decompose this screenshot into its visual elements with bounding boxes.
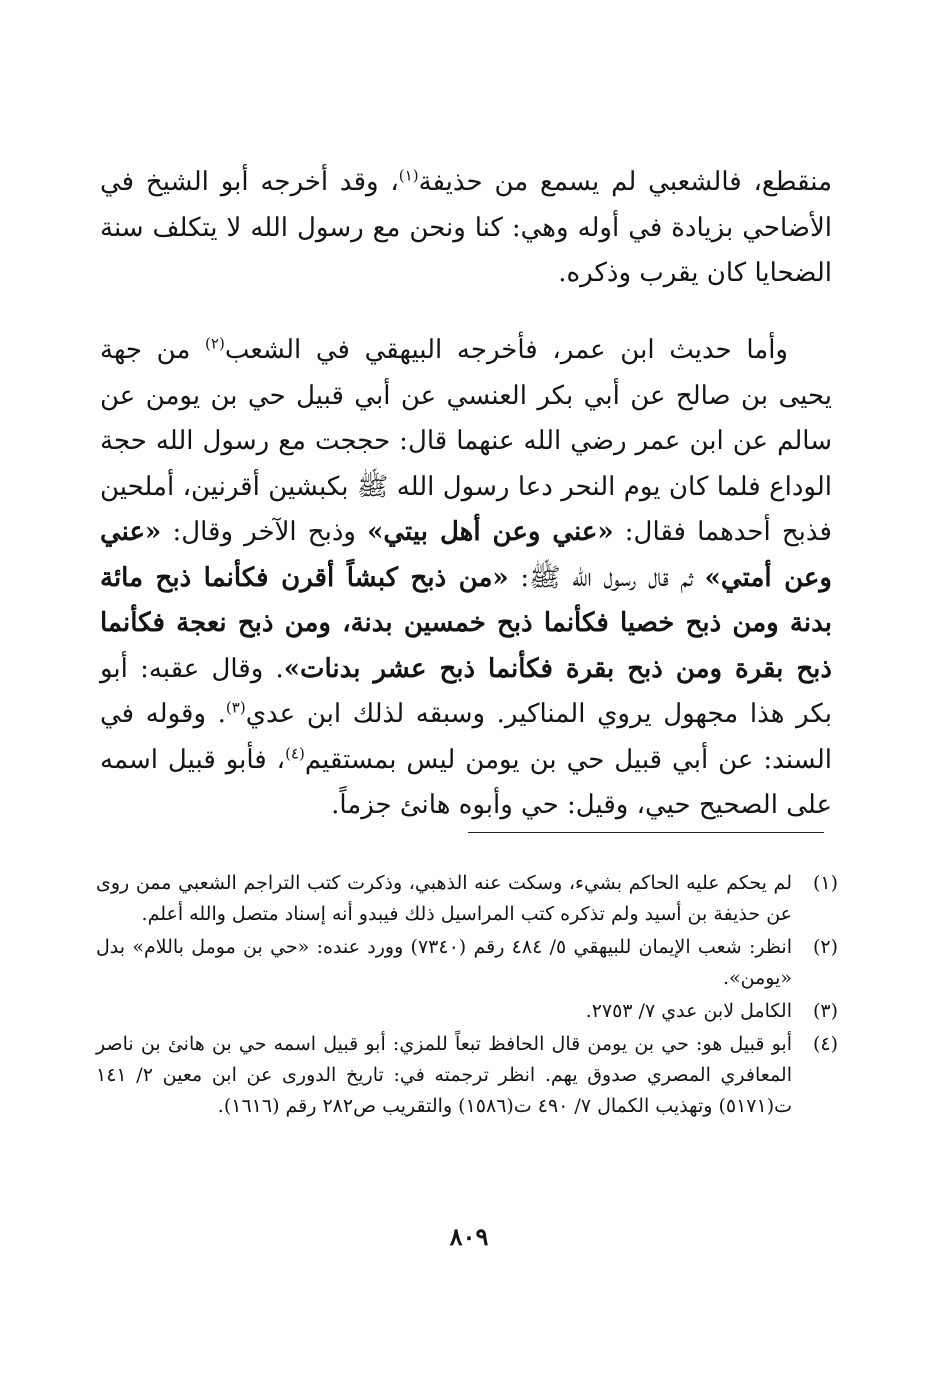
footnote-text: انظر: شعب الإيمان للبيهقي ٥/ ٤٨٤ رقم (٧٣٤٠) وورد عنده: «حي بن مومل باللام» بدل «يومن». bbox=[96, 936, 792, 989]
paragraph-2-text-d: ثم قال رسول الله ﷺ: bbox=[508, 562, 705, 593]
footnote-4 bbox=[96, 1029, 838, 1122]
footnote-ref-2: (٢) bbox=[205, 334, 225, 353]
footnote-3 bbox=[96, 996, 838, 1027]
paragraph-2-text-b: من جهة يحيى بن صالح عن أبي بكر العنسي عن أبي قبيل حي بن يومن عن سالم عن ابن عمر رضي الله عنهما قال: حججت مع رسول الله حجة الوداع فلما كان يوم النحر دعا رسول الله ﷺ بكبشين أقرنين، أملحين فذبح أحدهما فقال: bbox=[100, 335, 832, 547]
footnote-number: (١) bbox=[812, 872, 838, 894]
footnote-1 bbox=[96, 868, 838, 930]
footnote-ref-3: (٣) bbox=[225, 698, 246, 717]
footnote-2 bbox=[96, 932, 838, 994]
paragraph-1-text-a: منقطع، فالشعبي لم يسمع من حذيفة bbox=[418, 167, 832, 197]
paragraph-2-text-g: ، فأبو قبيل اسمه على الصحيح حيي، وقيل: حي وأبوه هانئ جزماً. bbox=[100, 744, 832, 820]
footnote-number: (٢) bbox=[812, 936, 838, 958]
footnotes bbox=[96, 868, 838, 1124]
paragraph-2-text-e: . وقال عقبه: أبو بكر هذا مجهول يروي المناكير. وسبقه لذلك ابن عدي bbox=[100, 653, 832, 729]
paragraph-2-text-f: . وقوله في السند: عن أبي قبيل حي بن يومن ليس بمستقيم bbox=[100, 699, 832, 775]
paragraph-2 bbox=[100, 328, 832, 829]
paragraph-1 bbox=[100, 160, 832, 297]
footnote-ref-4: (٤) bbox=[285, 743, 305, 762]
footnote-text: أبو قبيل هو: حي بن يومن قال الحافظ تبعاً للمزي: أبو قبيل اسمه حي بن هانئ بن ناصر المعافري المصري صدوق يهم. انظر ترجمته في: تاريخ الدورى عن ابن معين ٢/ ١٤١ ت(٥١٧١) وتهذيب الكمال ٧/ ٤٩٠ ت(١٥٨٦) والتقريب ص٢٨٢ رقم (١٦١٦). bbox=[96, 1033, 792, 1117]
page-number: ٨٠٩ bbox=[449, 1222, 489, 1251]
paragraph-2-text-c: وذبح الآخر وقال: bbox=[161, 517, 368, 547]
paragraph-2-text-a: وأما حديث ابن عمر، فأخرجه البيهقي في الشعب bbox=[224, 335, 788, 365]
footnote-text: لم يحكم عليه الحاكم بشيء، وسكت عنه الذهبي، وذكرت كتب التراجم الشعبي ممن روى عن حذيفة بن أسيد ولم تذكره كتب المراسيل ذلك فيبدو أنه إسناد متصل والله أعلم. bbox=[96, 872, 792, 925]
paragraph-1-text-b: ، وقد أخرجه أبو الشيخ في الأضاحي بزيادة في أوله وهي: كنا ونحن مع رسول الله لا يتكلف سنة الضحايا كان يقرب وذكره. bbox=[100, 167, 832, 288]
footnote-number: (٣) bbox=[812, 1000, 838, 1022]
footnote-ref-1: (١) bbox=[398, 166, 419, 185]
hadith-quote-3: «من ذبح كبشاً أقرن فكأنما ذبح مائة بدنة ومن ذبح خصيا فكأنما ذبح خمسين بدنة، ومن ذبح نعجة فكأنما ذبح بقرة ومن ذبح بقرة فكأنما ذبح عشر بدنات» bbox=[100, 562, 832, 684]
hadith-quote-1: «عني وعن أهل بيتي» bbox=[367, 517, 614, 547]
hadith-quote-2: «عني وعن أمتي» bbox=[100, 517, 832, 593]
footnote-text: الكامل لابن عدي ٧/ ٢٧٥٣. bbox=[585, 1000, 792, 1022]
footnote-number: (٤) bbox=[812, 1033, 838, 1055]
footnote-separator bbox=[468, 832, 824, 833]
